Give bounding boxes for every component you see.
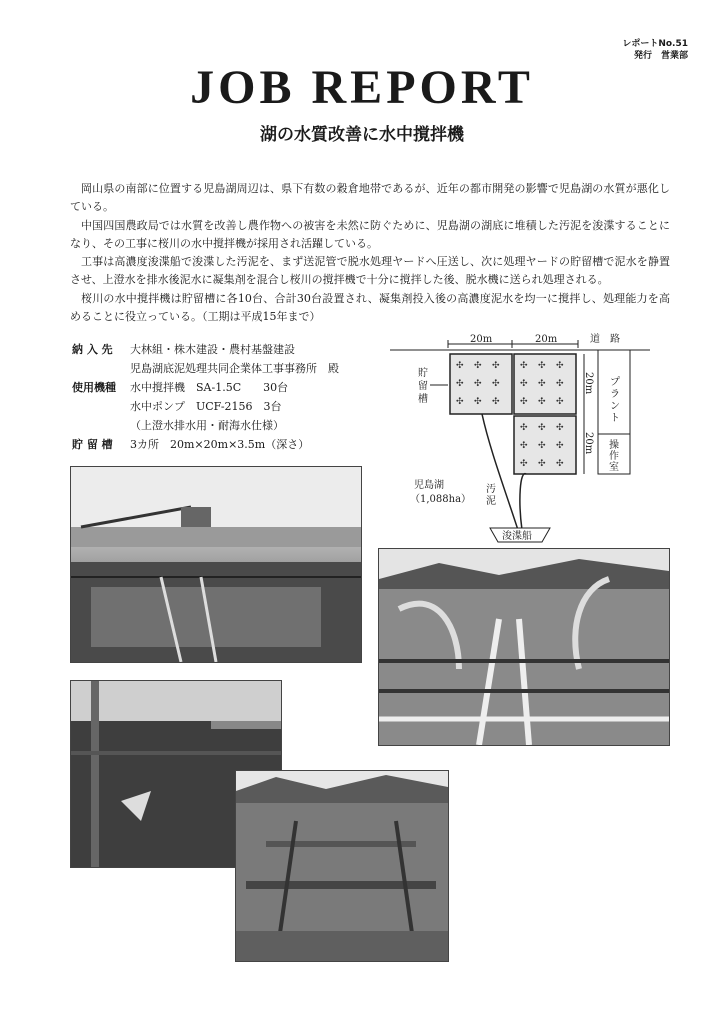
report-issuer: 発行 営業部 (633, 51, 688, 61)
info-value: 大林組・株木建設・農村基盤建設 (130, 343, 295, 356)
svg-text:✣: ✣ (520, 361, 528, 371)
photo-empty-tank (235, 770, 449, 962)
svg-text:✣: ✣ (538, 423, 546, 433)
photo-storage-tank-overview (70, 466, 362, 663)
report-number: レポートNo.51 (622, 39, 688, 49)
svg-text:✣: ✣ (456, 379, 464, 389)
info-label (72, 416, 130, 435)
svg-text:✣: ✣ (456, 361, 464, 371)
info-row (72, 435, 339, 454)
photo-piping-overview (378, 548, 670, 746)
info-label: 使用機種 (72, 381, 116, 394)
plant-label: プラント (610, 377, 620, 424)
page-subtitle: 湖の水質改善に水中撹拌機 (260, 125, 464, 145)
info-label (72, 359, 130, 378)
dim-right-lower: 20m (583, 432, 594, 455)
page-title: JOB REPORT (190, 61, 534, 114)
svg-text:✣: ✣ (556, 459, 564, 469)
svg-text:✣: ✣ (538, 361, 546, 371)
sludge-label: 汚泥 (486, 484, 496, 507)
lake-label: 児島湖 (414, 480, 444, 491)
dredger-label: 浚渫船 (502, 531, 532, 542)
svg-text:✣: ✣ (474, 397, 482, 407)
road-label: 道 路 (590, 334, 620, 345)
svg-text:✣: ✣ (474, 379, 482, 389)
info-value: 水中撹拌機 SA-1.5C 30台 (130, 381, 289, 394)
body-text (70, 180, 670, 326)
svg-text:✣: ✣ (474, 361, 482, 371)
info-row (72, 359, 339, 378)
svg-text:✣: ✣ (538, 459, 546, 469)
dim-top-left: 20m (470, 334, 493, 345)
svg-text:✣: ✣ (520, 459, 528, 469)
svg-text:✣: ✣ (492, 361, 500, 371)
body-paragraph: 工事は高濃度浚渫船で浚渫した汚泥を、まず送泥管で脱水処理ヤードへ圧送し、次に処理ヤードの貯留槽で泥水を静置させ、上澄水を排水後泥水に凝集剤を混合し桜川の撹拌機で十分に撹拌した後、脱水機に送られ処理される。 (70, 255, 670, 287)
svg-text:✣: ✣ (556, 441, 564, 451)
body-paragraph: 桜川の水中撹拌機は貯留槽に各10台、合計30台設置され、凝集剤投入後の高濃度泥水を均一に撹拌し、処理能力を高めることに役立っている。（工期は平成15年まで） (70, 291, 670, 324)
body-paragraph: 岡山県の南部に位置する児島湖周辺は、県下有数の穀倉地帯であるが、近年の都市開発の影響で児島湖の水質が悪化している。 (70, 182, 670, 214)
svg-text:✣: ✣ (520, 397, 528, 407)
svg-text:✣: ✣ (492, 397, 500, 407)
svg-text:✣: ✣ (520, 441, 528, 451)
dim-top-right: 20m (535, 334, 558, 345)
info-value: 3カ所 20m×20m×3.5m（深さ） (130, 438, 310, 451)
svg-text:✣: ✣ (492, 379, 500, 389)
svg-text:✣: ✣ (556, 361, 564, 371)
svg-text:✣: ✣ (538, 379, 546, 389)
info-value: 児島湖底泥処理共同企業体工事事務所 殿 (130, 362, 339, 375)
info-row (72, 378, 339, 397)
dim-right-upper: 20m (583, 372, 594, 395)
svg-text:✣: ✣ (556, 397, 564, 407)
svg-text:✣: ✣ (520, 423, 528, 433)
control-label: 操作室 (609, 440, 619, 473)
svg-text:✣: ✣ (456, 397, 464, 407)
info-value: （上澄水排水用・耐海水仕様） (130, 419, 284, 432)
info-row (72, 397, 339, 416)
info-value: 水中ポンプ UCF-2156 3台 (130, 400, 282, 413)
svg-text:✣: ✣ (538, 397, 546, 407)
svg-text:✣: ✣ (538, 441, 546, 451)
project-info (72, 340, 339, 454)
site-layout-diagram (390, 330, 690, 550)
info-row (72, 416, 339, 435)
svg-text:✣: ✣ (520, 379, 528, 389)
report-meta (622, 38, 688, 62)
tank-label: 貯留槽 (418, 368, 428, 405)
svg-text:✣: ✣ (556, 379, 564, 389)
body-paragraph: 中国四国農政局では水質を改善し農作物への被害を未然に防ぐために、児島湖の湖底に堆積した汚泥を浚渫することになり、その工事に桜川の水中撹拌機が採用され活躍している。 (70, 218, 670, 250)
info-label: 納 入 先 (72, 343, 113, 356)
info-label: 貯 留 槽 (72, 438, 113, 451)
lake-area: （1,088ha） (410, 494, 472, 505)
info-label (72, 397, 130, 416)
info-row (72, 340, 339, 359)
svg-text:✣: ✣ (556, 423, 564, 433)
